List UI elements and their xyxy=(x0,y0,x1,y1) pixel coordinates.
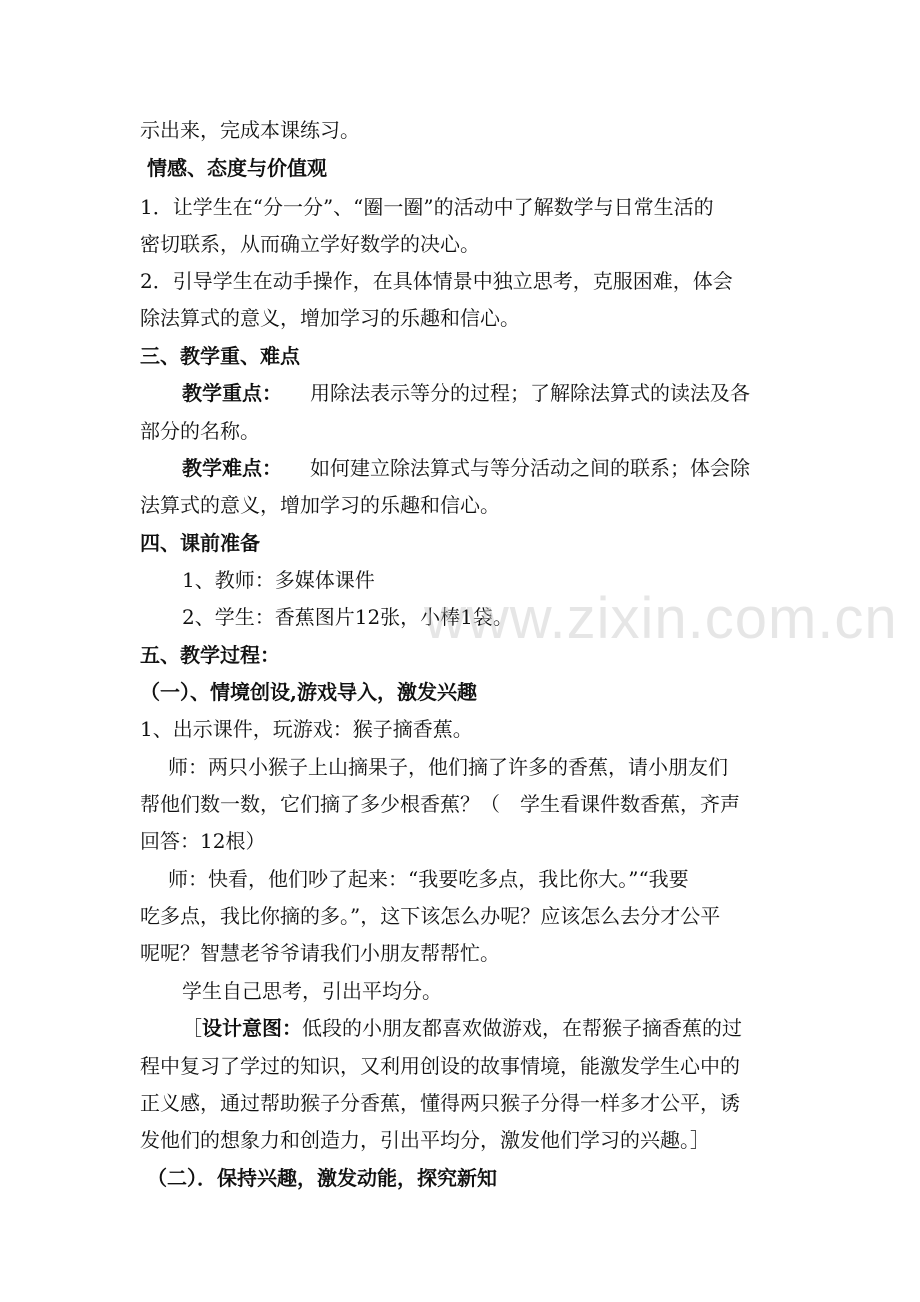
subsection-heading: （二）．保持兴趣，激发动能，探究新知 xyxy=(147,1166,497,1190)
text-line: 密切联系，从而确立学好数学的决心。 xyxy=(140,232,480,256)
design-intent-line xyxy=(182,1010,832,1046)
section-heading: 情感、态度与价值观 xyxy=(147,156,327,180)
text-line: 示出来，完成本课练习。 xyxy=(140,118,360,142)
design-intent-text: 低段的小朋友都喜欢做游戏，在帮猴子摘香蕉的过 xyxy=(302,1016,742,1040)
list-item: 2、学生：香蕉图片12张，小棒1袋。 xyxy=(182,605,513,629)
text-line: 2．引导学生在动手操作，在具体情景中独立思考，克服困难，体会 xyxy=(140,269,733,293)
text-line: 帮他们数一数，它们摘了多少根香蕉？（ 学生看课件数香蕉，齐声 xyxy=(140,792,740,816)
section-heading: 五、教学过程： xyxy=(140,643,280,667)
text-line: 师：两只小猴子上山摘果子，他们摘了许多的香蕉，请小朋友们 xyxy=(168,755,728,779)
text-line: 学生自己思考，引出平均分。 xyxy=(182,979,442,1003)
key-point-label: 教学重点： xyxy=(182,381,282,405)
difficult-point-label: 教学难点： xyxy=(182,456,282,480)
difficult-point-line xyxy=(182,450,832,486)
text-line: 正义感，通过帮助猴子分香蕉，懂得两只猴子分得一样多才公平，诱 xyxy=(140,1091,740,1115)
key-point-text: 用除法表示等分的过程；了解除法算式的读法及各 xyxy=(310,381,750,405)
bracket-open: ［ xyxy=(182,1016,202,1040)
subsection-heading: （一）、情境创设,游戏导入，激发兴趣 xyxy=(140,680,477,704)
text-line: 除法算式的意义，增加学习的乐趣和信心。 xyxy=(140,306,520,330)
watermark: www.zixin.com.cn xyxy=(424,586,898,651)
design-intent-label: 设计意图： xyxy=(202,1016,302,1040)
difficult-point-text: 如何建立除法算式与等分活动之间的联系；体会除 xyxy=(310,456,750,480)
list-item: 1、教师：多媒体课件 xyxy=(182,568,375,592)
text-line: 法算式的意义，增加学习的乐趣和信心。 xyxy=(140,493,500,517)
text-line: 师：快看，他们吵了起来：“我要吃多点，我比你大。”“我要 xyxy=(168,867,689,891)
section-heading: 三、教学重、难点 xyxy=(140,344,300,368)
text-line: 发他们的想象力和创造力，引出平均分，激发他们学习的兴趣。］ xyxy=(140,1128,710,1152)
text-line: 1．让学生在“分一分”、“圈一圈”的活动中了解数学与日常生活的 xyxy=(140,195,714,219)
text-line: 1、出示课件，玩游戏：猴子摘香蕉。 xyxy=(140,717,473,741)
text-line: 呢呢？智慧老爷爷请我们小朋友帮帮忙。 xyxy=(140,941,500,965)
text-line: 部分的名称。 xyxy=(140,419,260,443)
text-line: 吃多点，我比你摘的多。”，这下该怎么办呢？应该怎么去分才公平 xyxy=(140,904,721,928)
section-heading: 四、课前准备 xyxy=(140,531,260,555)
text-line: 程中复习了学过的知识，又利用创设的故事情境，能激发学生心中的 xyxy=(140,1054,740,1078)
key-point-line xyxy=(182,375,832,411)
text-line: 回答：12根） xyxy=(140,829,266,853)
